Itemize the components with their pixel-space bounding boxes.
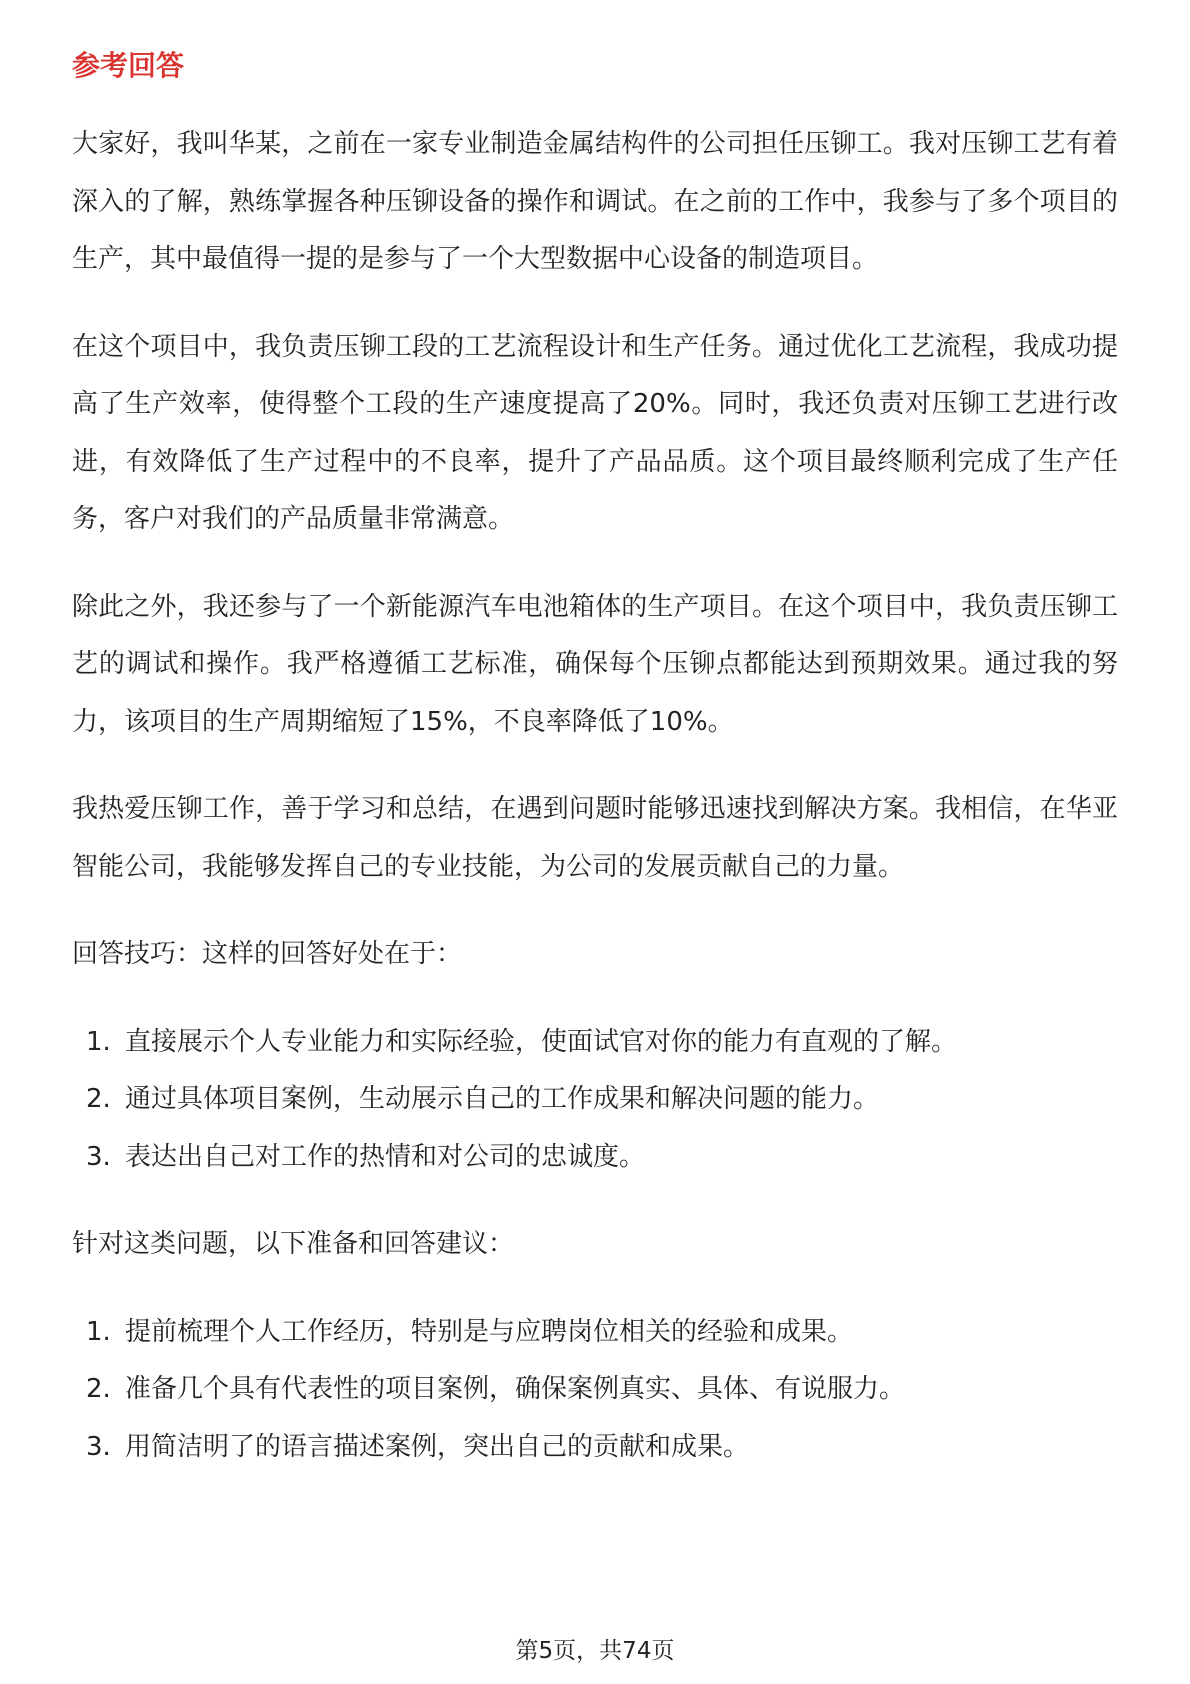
list-text: 表达出自己对工作的热情和对公司的忠诚度。	[125, 1141, 646, 1172]
paragraph-project-two: 除此之外，我还参与了一个新能源汽车电池箱体的生产项目。在这个项目中，我负责压铆工艺的调试和操作。我严格遵循工艺标准，确保每个压铆点都能达到预期效果。通过我的努力，该项目的生产周期缩短了15%，不良率降低了10%。	[72, 591, 1118, 737]
list-item	[72, 1361, 1118, 1419]
paragraph-intro: 大家好，我叫华某，之前在一家专业制造金属结构件的公司担任压铆工。我对压铆工艺有着深入的了解，熟练掌握各种压铆设备的操作和调试。在之前的工作中，我参与了多个项目的生产，其中最值得一提的是参与了一个大型数据中心设备的制造项目。	[72, 129, 1118, 274]
page-footer: 第5页，共74页	[515, 1638, 675, 1664]
list-number: 1.	[86, 1026, 111, 1057]
content-area	[72, 46, 1118, 1506]
list-item	[72, 1304, 1118, 1362]
tips-list	[72, 1014, 1118, 1187]
list-number: 3.	[86, 1141, 111, 1172]
list-text: 直接展示个人专业能力和实际经验，使面试官对你的能力有直观的了解。	[125, 1026, 958, 1057]
list-number: 2.	[86, 1084, 111, 1114]
tips-intro: 回答技巧：这样的回答好处在于：	[72, 939, 463, 969]
list-number: 3.	[86, 1431, 111, 1462]
list-text: 通过具体项目案例，生动展示自己的工作成果和解决问题的能力。	[125, 1084, 880, 1114]
list-item	[72, 1071, 1118, 1129]
list-number: 2.	[86, 1374, 111, 1404]
paragraph-project-one: 在这个项目中，我负责压铆工段的工艺流程设计和生产任务。通过优化工艺流程，我成功提高了生产效率，使得整个工段的生产速度提高了20%。同时，我还负责对压铆工艺进行改进，有效降低了生产过程中的不良率，提升了产品品质。这个项目最终顺利完成了生产任务，客户对我们的产品质量非常满意。	[72, 331, 1118, 534]
section-heading: 参考回答	[72, 49, 185, 82]
list-item	[72, 1014, 1118, 1072]
list-text: 用简洁明了的语言描述案例，突出自己的贡献和成果。	[125, 1431, 750, 1462]
list-text: 提前梳理个人工作经历，特别是与应聘岗位相关的经验和成果。	[125, 1316, 854, 1347]
list-item	[72, 1129, 1118, 1187]
list-text: 准备几个具有代表性的项目案例，确保案例真实、具体、有说服力。	[125, 1374, 906, 1404]
advice-intro: 针对这类问题，以下准备和回答建议：	[72, 1229, 515, 1259]
paragraph-closing: 我热爱压铆工作，善于学习和总结，在遇到问题时能够迅速找到解决方案。我相信，在华亚智能公司，我能够发挥自己的专业技能，为公司的发展贡献自己的力量。	[72, 794, 1118, 882]
list-number: 1.	[86, 1316, 111, 1347]
list-item	[72, 1419, 1118, 1477]
advice-list	[72, 1304, 1118, 1477]
